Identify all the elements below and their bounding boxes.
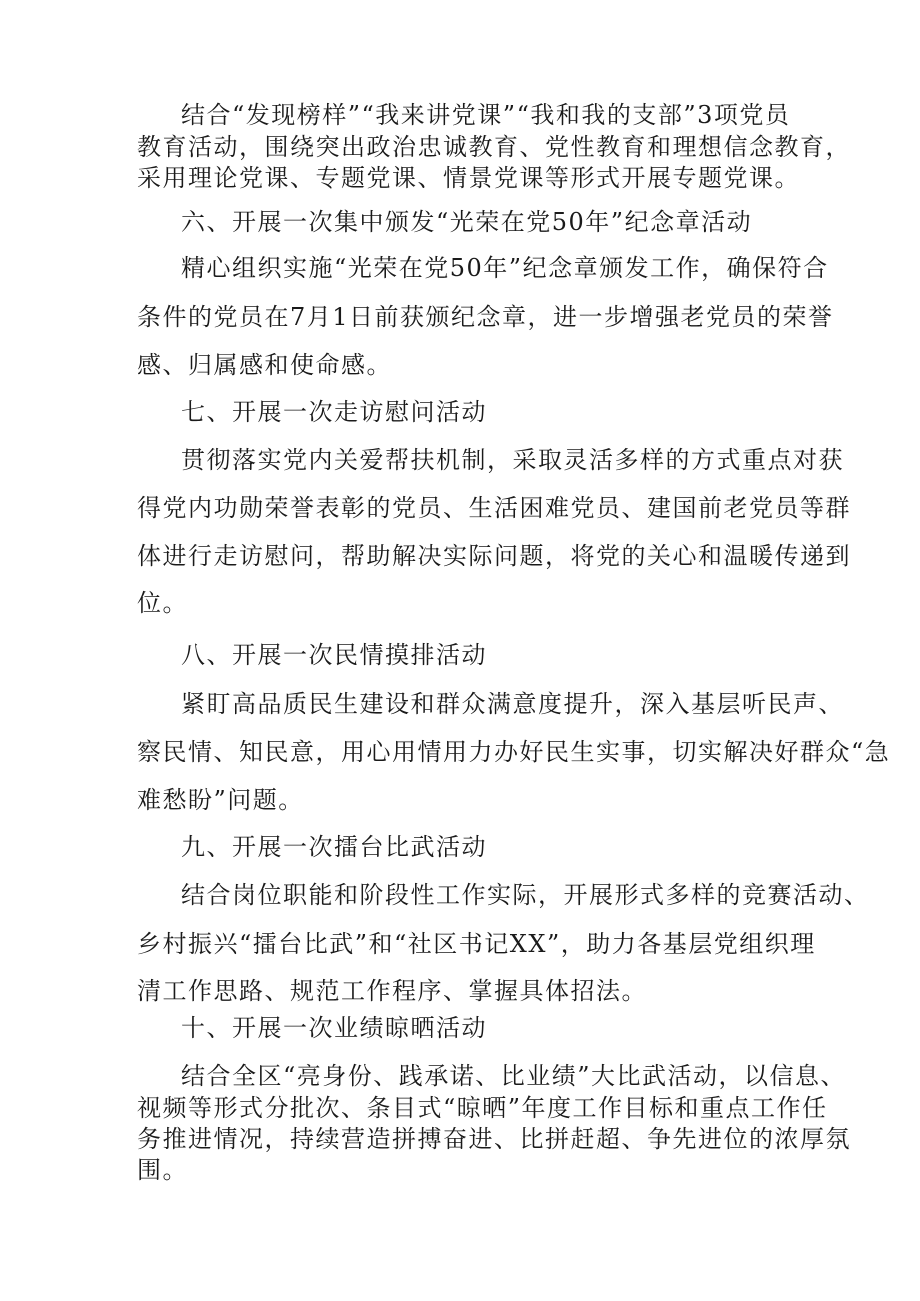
section-heading: 八、开展一次民情摸排活动 xyxy=(181,641,487,669)
paragraph-line: 精心组织实施“光荣在党50年”纪念章颁发工作，确保符合 xyxy=(181,254,829,282)
paragraph-line: 务推进情况，持续营造拼搏奋进、比拼赶超、争先进位的浓厚氛 xyxy=(137,1125,851,1153)
paragraph-line: 体进行走访慰问，帮助解决实际问题，将党的关心和温暖传递到 xyxy=(137,542,851,570)
paragraph-line: 难愁盼”问题。 xyxy=(137,786,304,814)
paragraph-line: 结合岗位职能和阶段性工作实际，开展形式多样的竞赛活动、 xyxy=(181,881,870,909)
section-heading: 七、开展一次走访慰问活动 xyxy=(181,398,487,426)
paragraph-line: 条件的党员在7月1日前获颁纪念章，进一步增强老党员的荣誉 xyxy=(137,303,834,331)
paragraph-line: 教育活动，围绕突出政治忠诚教育、党性教育和理想信念教育， xyxy=(137,133,851,161)
section-heading: 九、开展一次擂台比武活动 xyxy=(181,833,487,861)
paragraph-line: 位。 xyxy=(137,589,188,617)
paragraph-line: 得党内功勋荣誉表彰的党员、生活困难党员、建国前老党员等群 xyxy=(137,494,851,522)
paragraph-line: 结合全区“亮身份、践承诺、比业绩”大比武活动，以信息、 xyxy=(181,1062,847,1090)
paragraph-line: 贯彻落实党内关爱帮扶机制，采取灵活多样的方式重点对获 xyxy=(181,446,844,474)
section-heading: 十、开展一次业绩晾晒活动 xyxy=(181,1014,487,1042)
paragraph-line: 围。 xyxy=(137,1156,188,1184)
paragraph-line: 察民情、知民意，用心用情用力办好民生实事，切实解决好群众“急 xyxy=(137,738,891,766)
paragraph-line: 乡村振兴“擂台比武”和“社区书记XX”，助力各基层党组织理 xyxy=(137,930,816,958)
paragraph-line: 结合“发现榜样”“我来讲党课”“我和我的支部”3项党员 xyxy=(181,101,791,129)
paragraph-line: 采用理论党课、专题党课、情景党课等形式开展专题党课。 xyxy=(137,164,800,192)
paragraph-line: 清工作思路、规范工作程序、掌握具体招法。 xyxy=(137,977,647,1005)
section-heading: 六、开展一次集中颁发“光荣在党50年”纪念章活动 xyxy=(181,208,753,236)
paragraph-line: 紧盯高品质民生建设和群众满意度提升，深入基层听民声、 xyxy=(181,690,844,718)
paragraph-line: 视频等形式分批次、条目式“晾晒”年度工作目标和重点工作任 xyxy=(137,1094,828,1122)
paragraph-line: 感、归属感和使命感。 xyxy=(137,351,392,379)
